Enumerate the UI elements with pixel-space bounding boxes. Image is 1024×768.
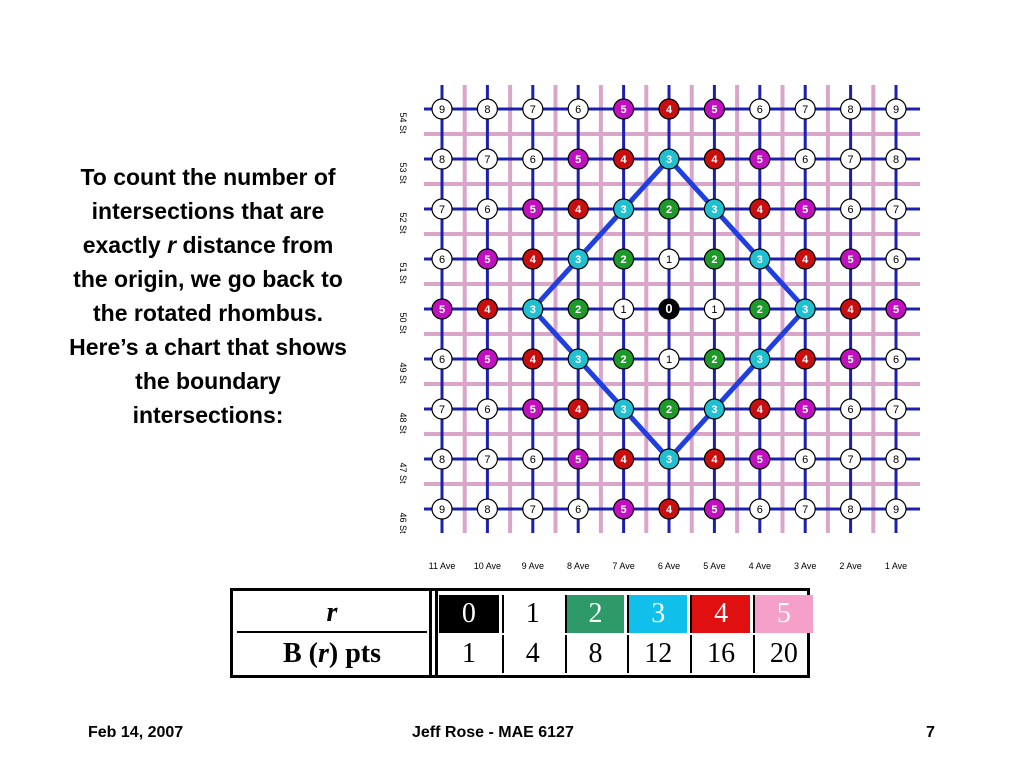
node-distance-label: 7: [892, 204, 900, 216]
table-b-value: 8: [565, 635, 625, 673]
table-label-b-end: ) pts: [328, 638, 382, 669]
intersection-node: [886, 449, 906, 469]
intersection-node: [841, 299, 861, 319]
node-distance-label: 6: [802, 454, 809, 466]
node-distance-label: 2: [711, 354, 718, 366]
intersection-node: [432, 499, 452, 519]
intersection-node: [432, 349, 452, 369]
intersection-node: [795, 349, 815, 369]
intersection-node: [886, 149, 906, 169]
avenue-label: 11 Ave: [428, 561, 456, 571]
intersection-node: [750, 99, 770, 119]
intersection-node: [659, 249, 679, 269]
intersection-node: [795, 299, 815, 319]
intersection-node: [795, 499, 815, 519]
node-distance-label: 4: [756, 404, 763, 416]
node-distance-label: 0: [665, 301, 673, 316]
intersection-node: [477, 299, 497, 319]
intersection-node: [614, 99, 634, 119]
intersection-node: [568, 449, 588, 469]
street-label: 51 St: [398, 262, 408, 284]
intersection-node: [614, 499, 634, 519]
table-b-value: 20: [753, 635, 813, 673]
intersection-node: [750, 249, 770, 269]
node-distance-label: 4: [847, 304, 854, 316]
intersection-node: [477, 399, 497, 419]
intersection-node: [704, 299, 724, 319]
intersection-node: [523, 149, 543, 169]
node-distance-label: 4: [620, 154, 627, 166]
intersection-node: [568, 99, 588, 119]
node-distance-label: 3: [756, 354, 763, 366]
node-distance-label: 5: [484, 254, 491, 266]
street-label: 48 St: [398, 412, 408, 434]
node-distance-label: 3: [756, 254, 763, 266]
street-label: 49 St: [398, 362, 408, 384]
intersection-node: [523, 299, 543, 319]
node-distance-label: 7: [847, 154, 854, 166]
node-distance-label: 8: [892, 454, 900, 466]
node-distance-label: 5: [620, 104, 627, 116]
table-b-value: 12: [627, 635, 687, 673]
intersection-node: [568, 349, 588, 369]
table-r-value: 3: [627, 595, 687, 633]
node-distance-label: 3: [802, 304, 809, 316]
intersection-node: [523, 399, 543, 419]
footer-date: Feb 14, 2007: [88, 724, 184, 741]
intersection-node: [841, 449, 861, 469]
node-distance-label: 6: [847, 204, 854, 216]
text-line: the origin, we go back to: [73, 266, 343, 292]
node-distance-label: 4: [529, 354, 536, 366]
node-distance-label: 5: [802, 404, 809, 416]
node-distance-label: 8: [892, 154, 900, 166]
intersection-node: [659, 99, 679, 119]
intersection-node: [659, 149, 679, 169]
node-distance-label: 4: [620, 454, 627, 466]
node-distance-label: 7: [892, 404, 900, 416]
street-label: 46 St: [398, 512, 408, 534]
footer-page-number: 7: [926, 724, 935, 741]
node-distance-label: 5: [620, 504, 627, 516]
node-distance-label: 5: [892, 304, 900, 316]
intersection-node: [568, 399, 588, 419]
node-distance-label: 8: [847, 504, 854, 516]
avenue-label: 5 Ave: [703, 561, 726, 571]
table-r-value: 5: [753, 595, 813, 633]
node-distance-label: 8: [438, 454, 446, 466]
node-distance-label: 6: [892, 254, 900, 266]
node-distance-label: 4: [802, 254, 809, 266]
node-distance-label: 5: [575, 454, 582, 466]
table-b-value: 16: [690, 635, 750, 673]
table-r-value: 4: [690, 595, 750, 633]
intersection-node: [886, 249, 906, 269]
node-distance-label: 6: [529, 154, 536, 166]
node-distance-label: 4: [575, 204, 582, 216]
avenue-label: 7 Ave: [612, 561, 635, 571]
street-label: 50 St: [398, 312, 408, 334]
node-distance-label: 2: [665, 404, 673, 416]
intersection-node: [432, 399, 452, 419]
table-b-value: 1: [461, 638, 476, 669]
text-line: distance from: [176, 232, 334, 258]
intersection-node: [886, 99, 906, 119]
node-distance-label: 2: [665, 204, 673, 216]
node-distance-label: 8: [847, 104, 854, 116]
node-distance-label: 6: [438, 354, 446, 366]
text-line: Here’s a chart that shows: [69, 334, 347, 360]
intersection-node: [523, 199, 543, 219]
intersection-node: [568, 299, 588, 319]
table-divider: [435, 591, 438, 675]
avenue-label: 9 Ave: [521, 561, 544, 571]
intersection-node: [886, 349, 906, 369]
table-divider: [429, 591, 432, 675]
table-r-value: 2: [565, 595, 625, 633]
node-distance-label: 7: [484, 454, 491, 466]
node-distance-label: 4: [575, 404, 582, 416]
intersection-node: [523, 249, 543, 269]
intersection-node: [704, 199, 724, 219]
intersection-node: [750, 299, 770, 319]
intersection-node: [523, 499, 543, 519]
node-distance-label: 6: [438, 254, 446, 266]
node-distance-label: 7: [438, 404, 446, 416]
intersection-node: [659, 299, 679, 319]
node-distance-label: 7: [847, 454, 854, 466]
intersection-node: [886, 499, 906, 519]
intersection-node: [750, 449, 770, 469]
table-label-r-cell: [237, 595, 427, 633]
node-distance-label: 8: [484, 504, 491, 516]
node-distance-label: 1: [711, 304, 718, 316]
node-distance-label: 4: [665, 104, 673, 116]
intersection-node: [614, 349, 634, 369]
intersection-node: [477, 499, 497, 519]
node-distance-label: 5: [847, 254, 854, 266]
intersection-node: [750, 199, 770, 219]
node-distance-label: 4: [665, 504, 673, 516]
node-distance-label: 4: [711, 154, 718, 166]
node-distance-label: 5: [847, 354, 854, 366]
intersection-node: [704, 399, 724, 419]
intersection-node: [795, 149, 815, 169]
r-variable: r: [167, 232, 177, 258]
node-distance-label: 3: [711, 204, 718, 216]
intersection-node: [659, 199, 679, 219]
intersection-node: [750, 349, 770, 369]
intersection-node: [795, 249, 815, 269]
node-distance-label: 6: [802, 154, 809, 166]
table-r-value: 1: [502, 595, 562, 633]
intersection-node: [659, 499, 679, 519]
node-distance-label: 6: [484, 404, 491, 416]
node-distance-label: 7: [802, 104, 809, 116]
intersection-node: [704, 99, 724, 119]
node-distance-label: 6: [575, 104, 582, 116]
node-distance-label: 3: [620, 404, 627, 416]
street-label: 54 St: [398, 112, 408, 134]
node-distance-label: 3: [665, 454, 673, 466]
footer-author: Jeff Rose - MAE 6127: [412, 724, 574, 741]
node-distance-label: 3: [575, 354, 582, 366]
intersection-node: [886, 199, 906, 219]
intersection-node: [704, 449, 724, 469]
node-distance-label: 4: [711, 454, 718, 466]
node-distance-label: 4: [484, 304, 491, 316]
node-distance-label: 5: [756, 154, 763, 166]
street-label: 53 St: [398, 162, 408, 184]
street-label: 47 St: [398, 462, 408, 484]
intersection-node: [841, 149, 861, 169]
node-distance-label: 5: [484, 354, 491, 366]
node-distance-label: 2: [620, 254, 627, 266]
node-distance-label: 7: [438, 204, 446, 216]
node-distance-label: 5: [575, 154, 582, 166]
node-distance-label: 5: [438, 304, 446, 316]
intersection-node: [568, 249, 588, 269]
node-distance-label: 9: [892, 104, 900, 116]
text-line: the rotated rhombus.: [92, 300, 323, 326]
node-distance-label: 9: [438, 504, 446, 516]
intersection-node: [886, 399, 906, 419]
intersection-node: [477, 349, 497, 369]
intersection-node: [659, 399, 679, 419]
intersection-node: [614, 249, 634, 269]
intersection-node: [568, 149, 588, 169]
intersection-node: [750, 149, 770, 169]
intersection-node: [750, 399, 770, 419]
node-distance-label: 2: [756, 304, 763, 316]
avenue-label: 10 Ave: [473, 561, 502, 571]
text-line: the boundary: [135, 368, 281, 394]
intersection-node: [477, 149, 497, 169]
intersection-node: [432, 199, 452, 219]
intersection-node: [795, 449, 815, 469]
node-distance-label: 6: [847, 404, 854, 416]
intersection-node: [432, 249, 452, 269]
intersection-node: [432, 449, 452, 469]
node-distance-label: 7: [529, 104, 536, 116]
intersection-node: [432, 149, 452, 169]
intersection-node: [523, 99, 543, 119]
node-distance-label: 2: [575, 304, 582, 316]
text-line: To count the number of: [80, 164, 336, 190]
node-distance-label: 6: [756, 504, 763, 516]
intersection-node: [841, 499, 861, 519]
node-distance-label: 5: [756, 454, 763, 466]
intersection-node: [750, 499, 770, 519]
node-distance-label: 4: [529, 254, 536, 266]
node-distance-label: 6: [529, 454, 536, 466]
node-distance-label: 5: [711, 504, 718, 516]
text-line: intersections:: [132, 402, 284, 428]
intersection-node: [841, 199, 861, 219]
intersection-node: [886, 299, 906, 319]
intersection-node: [477, 249, 497, 269]
distance-count-table: [230, 588, 810, 678]
node-distance-label: 9: [892, 504, 900, 516]
intersection-node: [523, 449, 543, 469]
node-distance-label: 3: [575, 254, 582, 266]
intersection-node: [841, 249, 861, 269]
node-distance-label: 6: [575, 504, 582, 516]
table-label-b: B (: [282, 638, 318, 669]
avenue-label: 4 Ave: [748, 561, 771, 571]
intersection-node: [477, 449, 497, 469]
intersection-node: [704, 499, 724, 519]
intersection-node: [568, 199, 588, 219]
node-distance-label: 7: [802, 504, 809, 516]
node-distance-label: 6: [484, 204, 491, 216]
intersection-node: [568, 499, 588, 519]
node-distance-label: 6: [892, 354, 900, 366]
intersection-node: [614, 399, 634, 419]
intersection-node: [477, 99, 497, 119]
node-distance-label: 7: [484, 154, 491, 166]
node-distance-label: 5: [802, 204, 809, 216]
node-distance-label: 7: [529, 504, 536, 516]
intersection-node: [704, 249, 724, 269]
text-line: exactly: [82, 232, 168, 258]
intersection-node: [659, 349, 679, 369]
node-distance-label: 2: [711, 254, 718, 266]
node-distance-label: 3: [711, 404, 718, 416]
node-distance-label: 5: [529, 404, 536, 416]
intersection-node: [477, 199, 497, 219]
table-label-b-var: r: [317, 638, 329, 669]
intersection-node: [614, 299, 634, 319]
intersection-node: [614, 449, 634, 469]
node-distance-label: 5: [711, 104, 718, 116]
avenue-label: 6 Ave: [657, 561, 681, 571]
node-distance-label: 2: [620, 354, 627, 366]
avenue-label: 8 Ave: [567, 561, 590, 571]
table-b-value: 4: [502, 635, 562, 673]
node-distance-label: 4: [756, 204, 763, 216]
intersection-node: [614, 199, 634, 219]
node-distance-label: 3: [529, 304, 536, 316]
table-label-r: r: [326, 597, 338, 628]
table-label-b-cell: [237, 635, 427, 673]
node-distance-label: 3: [665, 154, 673, 166]
avenue-label: 3 Ave: [794, 561, 817, 571]
intersection-node: [704, 349, 724, 369]
table-r-value: 0: [439, 595, 499, 633]
node-distance-label: 9: [438, 104, 446, 116]
intersection-node: [659, 449, 679, 469]
node-distance-label: 3: [620, 204, 627, 216]
node-distance-label: 8: [484, 104, 491, 116]
node-distance-label: 8: [438, 154, 446, 166]
street-label: 52 St: [398, 212, 408, 234]
node-distance-label: 1: [665, 354, 673, 366]
node-distance-label: 5: [529, 204, 536, 216]
intersection-node: [795, 399, 815, 419]
intersection-node: [432, 299, 452, 319]
intersection-node: [432, 99, 452, 119]
intersection-node: [841, 99, 861, 119]
intersection-node: [795, 99, 815, 119]
intersection-node: [841, 399, 861, 419]
intersection-node: [704, 149, 724, 169]
avenue-label: 2 Ave: [839, 561, 862, 571]
text-line: intersections that are: [91, 198, 325, 224]
node-distance-label: 4: [802, 354, 809, 366]
node-distance-label: 1: [620, 304, 627, 316]
node-distance-label: 1: [665, 254, 673, 266]
intersection-node: [523, 349, 543, 369]
intersection-node: [614, 149, 634, 169]
intersection-node: [841, 349, 861, 369]
avenue-label: 1 Ave: [884, 561, 908, 571]
node-distance-label: 6: [756, 104, 763, 116]
intersection-node: [795, 199, 815, 219]
